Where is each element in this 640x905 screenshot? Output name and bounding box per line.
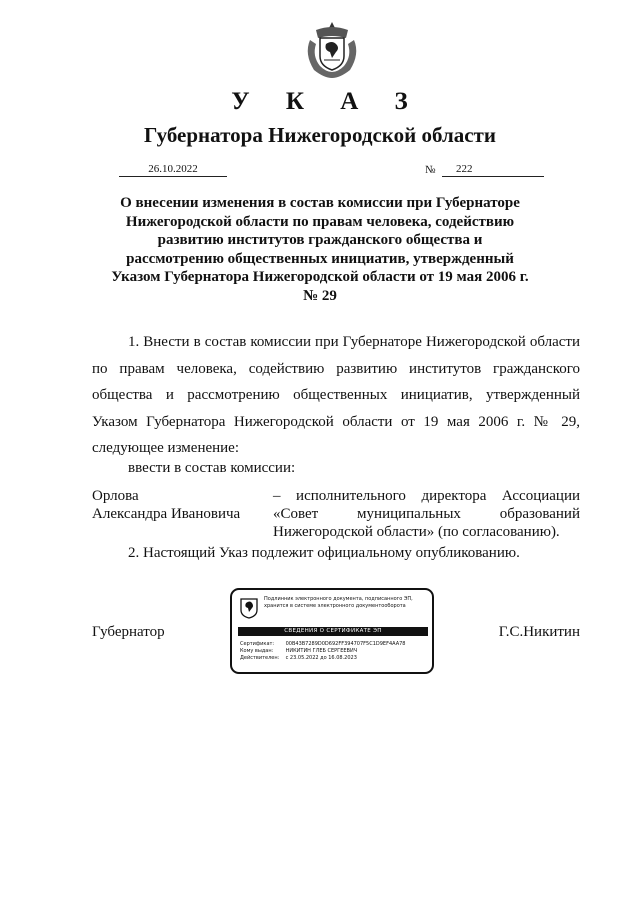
stamp-row-issued-to <box>240 648 430 655</box>
signer-name: Г.С.Никитин <box>498 624 580 640</box>
signer-title: Губернатор <box>92 624 165 640</box>
stamp-certificate-details <box>240 641 430 662</box>
paragraph-2: 2. Настоящий Указ подлежит официальному опубликованию. <box>128 545 520 561</box>
stamp-notice <box>264 596 430 610</box>
decree-number: 222 <box>442 162 544 177</box>
valid-value: с 23.05.2022 до 16.08.2023 <box>285 655 357 661</box>
stamp-row-valid <box>240 655 430 662</box>
member-role: – исполнительного директора Ассоциации «Совет муниципальных образований Нижегородской области» (по согласованию). <box>273 488 580 540</box>
issued-to-label: Кому выдан: <box>240 648 274 654</box>
coat-of-arms-icon <box>302 20 362 80</box>
certificate-value: 00B43B7289D0D692FF394707F5C1D9EF4AA78 <box>285 641 406 647</box>
paragraph-intro: ввести в состав комиссии: <box>128 460 296 476</box>
stamp-notice-line-2: хранится в системе электронного документооборота <box>264 603 406 609</box>
member-name <box>92 487 272 523</box>
member-surname: Орлова <box>92 488 139 504</box>
electronic-signature-stamp <box>230 588 434 674</box>
region-emblem-icon <box>238 597 260 619</box>
valid-label: Действителен: <box>240 655 280 661</box>
stamp-row-certificate <box>240 641 430 648</box>
certificate-label: Сертификат: <box>240 641 275 647</box>
stamp-certificate-header: СВЕДЕНИЯ О СЕРТИФИКАТЕ ЭП <box>238 627 428 636</box>
issued-to-value: НИКИТИН ГЛЕБ СЕРГЕЕВИЧ <box>285 648 358 654</box>
decree-subject: О внесении изменения в состав комиссии при Губернаторе Нижегородской области по правам человека, содействию развитию институтов гражданского общества и рассмотрению общественных инициатив, утвержденный Указом Губернатора Нижегородской области от 19 мая 2006 г. № 29 <box>111 195 529 304</box>
member-given-names: Александра Ивановича <box>92 506 241 522</box>
number-sign: № <box>425 164 436 176</box>
stamp-notice-line-1: Подлинник электронного документа, подписанного ЭП, <box>264 596 413 602</box>
decree-date: 26.10.2022 <box>119 162 227 177</box>
issuer-title: Губернатора Нижегородской области <box>144 123 496 147</box>
document-type-title: У К А З <box>231 88 423 115</box>
paragraph-1: 1. Внести в состав комиссии при Губернаторе Нижегородской области по правам человека, содействию развитию институтов гражданского общества и рассмотрению общественных инициатив, утвержденный Указом Губернатора Нижегородской области от 19 мая 2006 г. № 29, следующее изменение: <box>92 334 580 456</box>
